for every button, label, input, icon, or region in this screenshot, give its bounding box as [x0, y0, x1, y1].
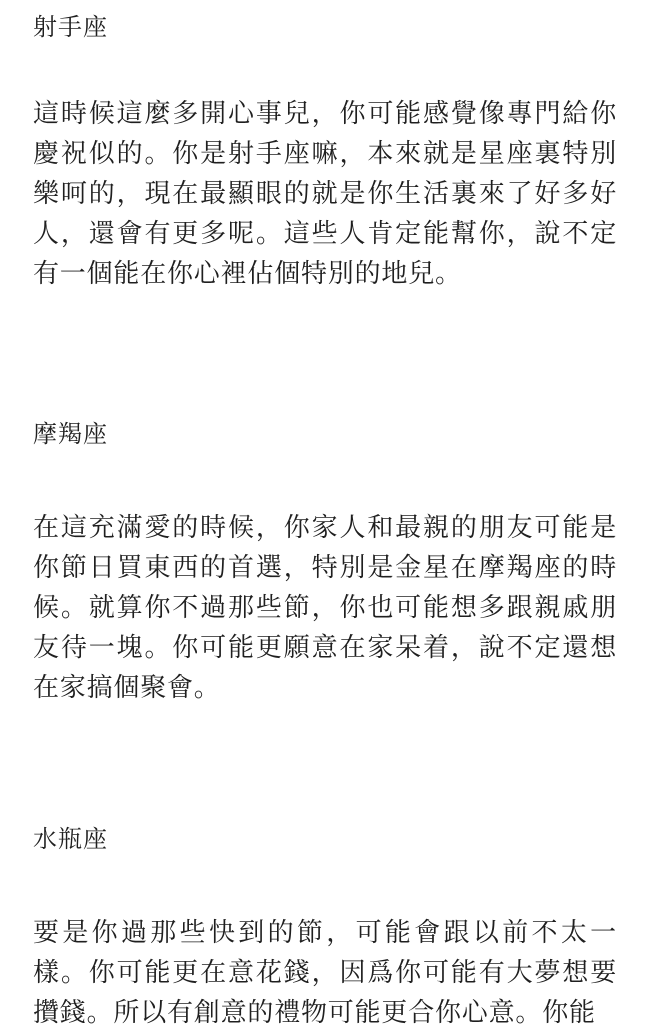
section-sagittarius	[33, 7, 617, 294]
section-body: 要是你過那些快到的節，可能會跟以前不太一樣。你可能更在意花錢，因爲你可能有大夢想要攢錢。所以有創意的禮物可能更合你心意。你能	[33, 918, 617, 1028]
section-heading: 摩羯座	[33, 420, 108, 448]
section-capricorn	[33, 414, 617, 708]
section-heading: 水瓶座	[33, 825, 108, 853]
section-body: 在這充滿愛的時候，你家人和最親的朋友可能是你節日買東西的首選，特別是金星在摩羯座的時候。就算你不過那些節，你也可能想多跟親戚朋友待一塊。你可能更願意在家呆着，說不定還想在家搞個聚會。	[33, 513, 617, 703]
article	[33, 0, 617, 1028]
section-heading: 射手座	[33, 13, 108, 41]
section-aquarius	[33, 819, 617, 1033]
section-body: 這時候這麼多開心事兒，你可能感覺像專門給你慶祝似的。你是射手座嘛，本來就是星座裏特別樂呵的，現在最顯眼的就是你生活裏來了好多好人，還會有更多呢。這些人肯定能幫你，說不定有一個能在你心裡佔個特別的地兒。	[33, 99, 617, 289]
